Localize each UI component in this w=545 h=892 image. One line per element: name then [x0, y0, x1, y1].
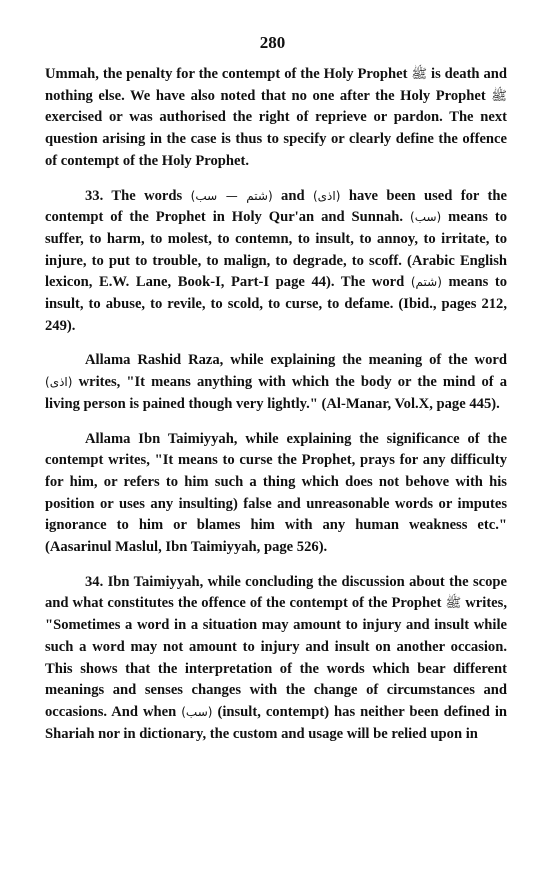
text-run: 33. The words — [85, 187, 183, 204]
arabic-term: (سب) — [410, 210, 442, 225]
text-run: Allama Ibn Taimiyyah, while explaining the significance of the contempt writes, "It means to curse the Prophet, prays for any difficulty for him, or refers to him such a thing which does not behove with his position or uses any insulting) false and unreasonable words or imputes ignorance to him or blames him with any human weakness etc." (Aasarinul Maslul, Ibn Taimiyyah, page 526). — [45, 430, 507, 556]
text-run: means to suffer, to harm, to molest, to contemn, to insult, to annoy, to irritate, to injure, to put to trouble, to malign, to degrade, to scoff. (Arabic English lexicon, E.W. Lane, Book-I, Part-I page 44). The word — [45, 209, 507, 291]
text-run: is death and nothing else. We have also noted that no one after the Holy Prophet — [45, 66, 507, 104]
arabic-term: (شتم — سب) — [190, 188, 273, 203]
paragraph-rashid-raza — [45, 350, 507, 415]
text-run: Allama Rashid Raza, while explaining the meaning of the word — [85, 352, 507, 369]
text-run: Ummah, the penalty for the contempt of the Holy Prophet — [45, 66, 408, 82]
text-run: means to insult, to abuse, to revile, to scold, to curse, to defame. (Ibid., pages 212, 249). — [45, 274, 507, 334]
text-run: writes, "It means anything with which the body or the mind of a living person is pained though very lightly." (Al-Manar, Vol.X, page 445). — [45, 374, 507, 412]
text-run: and — [281, 187, 305, 204]
paragraph-continuation — [45, 64, 507, 173]
text-run: have been used for the contempt of the Prophet in Holy Qur'an and Sunnah. — [45, 187, 507, 226]
text-run: writes, "Sometimes a word in a situation may amount to injury and insult while such a word may not amount to injury and insult on another occasion. This shows that the interpretation of the words which bear different meanings and senses changes with the change of circumstances and occasions. And when — [45, 595, 507, 720]
salutation-glyph: ﷺ — [491, 88, 507, 104]
arabic-term: (سب) — [181, 704, 213, 719]
paragraph-33 — [45, 186, 507, 338]
arabic-term: (اذی) — [45, 375, 73, 390]
paragraph-ibn-taimiyyah — [45, 429, 507, 559]
page-number: 280 — [259, 33, 286, 52]
salutation-glyph: ﷺ — [445, 596, 462, 612]
paragraph-34 — [45, 572, 507, 746]
arabic-term: (شتم) — [410, 275, 442, 290]
text-run: 34. Ibn Taimiyyah, while concluding the discussion about the scope and what constitutes the offence of the contempt of the Prophet — [45, 573, 507, 612]
salutation-glyph: ﷺ — [411, 67, 428, 82]
arabic-term: (اذی) — [312, 188, 341, 203]
text-run: exercised or was authorised the right of reprieve or pardon. The next question arising in the case is thus to specify or clearly define the offence of contempt of the Holy Prophet. — [45, 109, 507, 169]
text-run: (insult, contempt) has neither been defined in Shariah nor in dictionary, the custom and usage will be relied upon in — [45, 703, 507, 742]
body-text — [45, 64, 507, 758]
